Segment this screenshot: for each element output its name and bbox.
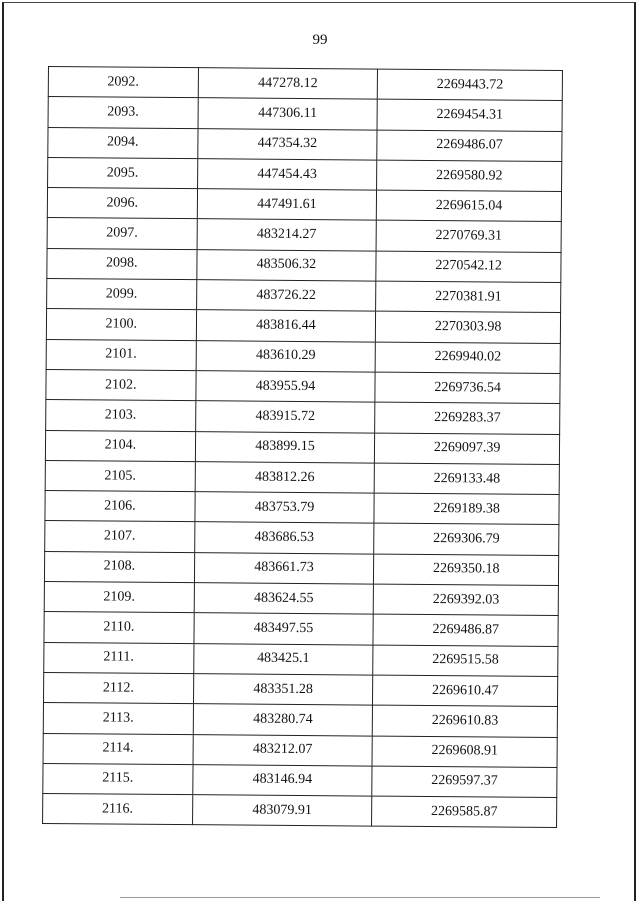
x-coordinate-cell: 483899.15 (195, 431, 375, 463)
x-coordinate-cell: 483624.55 (194, 583, 374, 615)
table-row (43, 703, 557, 737)
point-number-cell: 2110. (44, 612, 194, 643)
x-coordinate-cell: 483212.07 (193, 734, 373, 766)
y-coordinate-cell: 2269283.37 (375, 402, 560, 434)
x-coordinate-cell: 483497.55 (194, 613, 374, 645)
y-coordinate-cell: 2269133.48 (374, 463, 559, 495)
table-row (47, 218, 561, 252)
y-coordinate-cell: 2269940.02 (375, 342, 560, 374)
table-row (46, 369, 560, 403)
x-coordinate-cell: 483351.28 (193, 674, 373, 706)
y-coordinate-cell: 2269350.18 (374, 554, 559, 586)
y-coordinate-cell: 2269608.91 (372, 736, 557, 768)
y-coordinate-cell: 2269392.03 (374, 584, 559, 616)
x-coordinate-cell: 483915.72 (195, 401, 375, 433)
table-row (47, 188, 561, 222)
table-row (45, 430, 559, 464)
table-row (46, 400, 560, 434)
y-coordinate-cell: 2269097.39 (375, 433, 560, 465)
table-row (44, 612, 558, 646)
point-number-cell: 2112. (43, 672, 193, 703)
coordinates-table (42, 66, 563, 828)
y-coordinate-cell: 2270381.91 (376, 281, 561, 313)
point-number-cell: 2111. (44, 642, 194, 673)
y-coordinate-cell: 2269515.58 (373, 645, 558, 677)
y-coordinate-cell: 2269597.37 (372, 766, 557, 798)
table-row (48, 127, 562, 161)
point-number-cell: 2099. (47, 279, 197, 310)
point-number-cell: 2115. (43, 763, 193, 794)
y-coordinate-cell: 2269486.87 (373, 614, 558, 646)
table-row (44, 551, 558, 585)
point-number-cell: 2109. (44, 582, 194, 613)
x-coordinate-cell: 483280.74 (193, 704, 373, 736)
table-row (47, 279, 561, 313)
x-coordinate-cell: 447306.11 (198, 98, 378, 130)
x-coordinate-cell: 483146.94 (192, 764, 372, 796)
point-number-cell: 2105. (45, 460, 195, 491)
x-coordinate-cell: 447454.43 (197, 159, 377, 191)
x-coordinate-cell: 483812.26 (195, 462, 375, 494)
x-coordinate-cell: 483425.1 (193, 643, 373, 675)
table-row (46, 309, 560, 343)
y-coordinate-cell: 2269615.04 (377, 190, 562, 222)
coordinates-table-body (43, 67, 563, 828)
x-coordinate-cell: 483955.94 (196, 371, 376, 403)
x-coordinate-cell: 483726.22 (196, 280, 376, 312)
point-number-cell: 2106. (45, 491, 195, 522)
x-coordinate-cell: 483610.29 (196, 340, 376, 372)
point-number-cell: 2100. (46, 309, 196, 340)
point-number-cell: 2092. (48, 67, 198, 98)
y-coordinate-cell: 2269580.92 (377, 160, 562, 192)
point-number-cell: 2096. (47, 188, 197, 219)
table-row (44, 642, 558, 676)
point-number-cell: 2097. (47, 218, 197, 249)
table-row (46, 339, 560, 373)
point-number-cell: 2104. (45, 430, 195, 461)
table-row (47, 248, 561, 282)
point-number-cell: 2093. (48, 97, 198, 128)
point-number-cell: 2103. (46, 400, 196, 431)
page-number: 99 (312, 32, 328, 48)
y-coordinate-cell: 2270542.12 (376, 251, 561, 283)
x-coordinate-cell: 447278.12 (198, 68, 378, 100)
y-coordinate-cell: 2269486.07 (377, 130, 562, 162)
x-coordinate-cell: 483506.32 (196, 249, 376, 281)
x-coordinate-cell: 447491.61 (197, 189, 377, 221)
table-row (48, 157, 562, 191)
y-coordinate-cell: 2269306.79 (374, 524, 559, 556)
y-coordinate-cell: 2270769.31 (376, 221, 561, 253)
point-number-cell: 2108. (44, 551, 194, 582)
table-row (48, 67, 562, 101)
y-coordinate-cell: 2269736.54 (375, 372, 560, 404)
table-row (45, 521, 559, 555)
y-coordinate-cell: 2269454.31 (377, 99, 562, 131)
table-row (44, 582, 558, 616)
table-row (43, 672, 557, 706)
y-coordinate-cell: 2269610.47 (373, 675, 558, 707)
y-coordinate-cell: 2269585.87 (372, 796, 557, 828)
page-bottom-edge (120, 897, 600, 898)
x-coordinate-cell: 483753.79 (195, 492, 375, 524)
table-row (45, 460, 559, 494)
y-coordinate-cell: 2269189.38 (374, 493, 559, 525)
x-coordinate-cell: 483816.44 (196, 310, 376, 342)
table-row (45, 491, 559, 525)
point-number-cell: 2098. (47, 248, 197, 279)
table-row (43, 733, 557, 767)
point-number-cell: 2116. (43, 794, 193, 825)
table-row (48, 97, 562, 131)
x-coordinate-cell: 483661.73 (194, 552, 374, 584)
point-number-cell: 2095. (48, 157, 198, 188)
y-coordinate-cell: 2270303.98 (376, 311, 561, 343)
x-coordinate-cell: 447354.32 (197, 128, 377, 160)
x-coordinate-cell: 483686.53 (194, 522, 374, 554)
point-number-cell: 2102. (46, 369, 196, 400)
point-number-cell: 2113. (43, 703, 193, 734)
x-coordinate-cell: 483214.27 (197, 219, 377, 251)
point-number-cell: 2101. (46, 339, 196, 370)
table-row (43, 794, 557, 828)
x-coordinate-cell: 483079.91 (192, 795, 372, 827)
y-coordinate-cell: 2269443.72 (378, 69, 563, 101)
y-coordinate-cell: 2269610.83 (373, 705, 558, 737)
table-row (43, 763, 557, 797)
point-number-cell: 2114. (43, 733, 193, 764)
point-number-cell: 2094. (48, 127, 198, 158)
point-number-cell: 2107. (45, 521, 195, 552)
